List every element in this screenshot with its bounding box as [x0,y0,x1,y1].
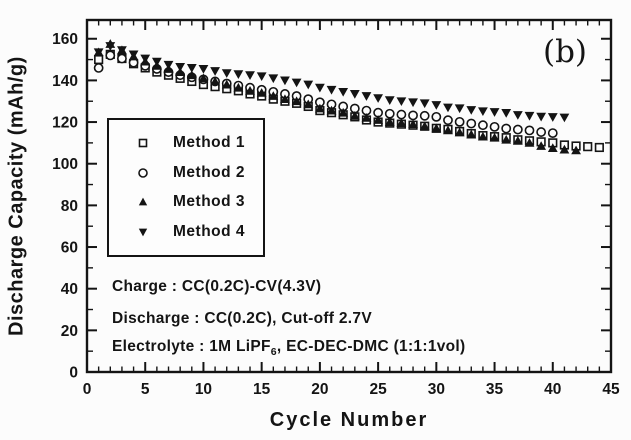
data-point [584,143,592,151]
data-point [386,110,394,118]
filled-triangle-up-icon [135,194,151,210]
data-point [257,72,267,81]
data-point [502,124,510,132]
annotation-charge-text: Charge : CC(0.2C)-CV(4.3V) [112,278,322,295]
y-tick-label: 60 [60,239,78,257]
data-point [385,96,395,105]
data-point [549,129,557,137]
data-point [421,112,429,120]
data-point [397,97,407,106]
data-point [152,61,162,70]
data-point [513,111,523,120]
annotation-electrolyte [112,338,466,358]
data-point [560,114,570,123]
filled-triangle-down-icon [135,224,151,240]
data-point [222,69,232,78]
panel-label: (b) [542,34,588,70]
data-point [95,56,103,64]
y-tick-label: 0 [69,364,78,382]
legend-label-method-3: Method 3 [173,193,246,211]
x-tick-labels [83,381,620,398]
y-tick-label: 140 [52,72,78,90]
data-point [397,110,405,118]
annotation-electrolyte-text: Electrolyte : 1M LiPF [112,338,271,355]
data-point [444,116,452,124]
data-point [210,67,220,76]
data-point [408,98,418,107]
data-point [175,67,185,76]
x-tick-label: 10 [194,381,213,398]
data-point [479,121,487,129]
annotation-electrolyte-text-2: , EC-DEC-DMC (1:1:1vol) [276,338,466,355]
y-tick-labels [52,31,78,381]
annotation-charge [112,278,321,296]
data-point [233,70,243,79]
legend-row-method-2 [109,161,263,185]
y-tick-label: 80 [60,197,78,215]
annotation-electrolyte-subscript: 6 [270,346,277,358]
legend-box [107,118,265,257]
open-square-icon [135,135,151,151]
y-tick-label: 120 [52,114,78,132]
data-point [280,77,290,86]
data-point [373,94,383,103]
data-point [501,109,511,118]
legend-label-method-2: Method 2 [173,163,246,181]
x-tick-label: 40 [544,381,562,398]
data-point [140,57,150,66]
data-point [514,125,522,133]
data-point [338,88,348,97]
x-tick-label: 0 [82,381,92,398]
data-point [443,104,453,113]
data-point [420,99,430,108]
y-tick-label: 20 [60,322,78,340]
data-point [525,112,535,121]
data-point [95,64,103,72]
annotation-discharge [112,310,372,328]
x-tick-label: 20 [311,381,329,398]
data-point [327,86,337,95]
x-tick-label: 5 [140,381,150,398]
data-point [596,144,604,152]
data-point [199,65,209,74]
data-point [525,126,533,134]
data-point [315,84,325,93]
open-circle-icon [135,165,151,181]
x-tick-label: 30 [427,381,445,398]
y-tick-label: 40 [60,281,78,299]
data-point [164,64,174,73]
x-tick-label: 15 [253,381,271,398]
x-tick-label: 35 [485,381,504,398]
data-point [490,123,498,131]
data-point [292,79,302,88]
data-point [455,104,465,113]
data-point [478,107,488,116]
data-point [409,111,417,119]
legend-row-method-3 [109,190,263,214]
data-point [268,74,278,83]
data-point [490,108,500,117]
data-point [245,71,255,80]
data-point [456,118,464,126]
data-point [548,113,558,122]
x-tick-label: 45 [602,381,620,398]
data-point [303,81,313,90]
y-tick-label: 100 [52,156,78,174]
data-point [431,101,441,110]
data-point [467,119,475,127]
data-point [537,128,545,136]
data-point [432,113,440,121]
x-tick-label: 25 [369,381,387,398]
y-tick-label: 160 [52,31,78,49]
legend-label-method-1: Method 1 [173,134,246,152]
data-point [466,106,476,115]
legend-row-method-4 [109,220,263,244]
x-axis-title: Cycle Number [269,409,429,431]
legend-label-method-4: Method 4 [173,222,246,240]
data-point [106,51,114,59]
data-point [118,54,126,62]
data-point [362,92,372,101]
annotation-discharge-text: Discharge : CC(0.2C), Cut-off 2.7V [112,310,372,327]
y-axis-title: Discharge Capacity (mAh/g) [5,56,28,336]
legend-row-method-1 [109,131,263,155]
data-point [536,113,546,122]
data-point [350,90,360,99]
